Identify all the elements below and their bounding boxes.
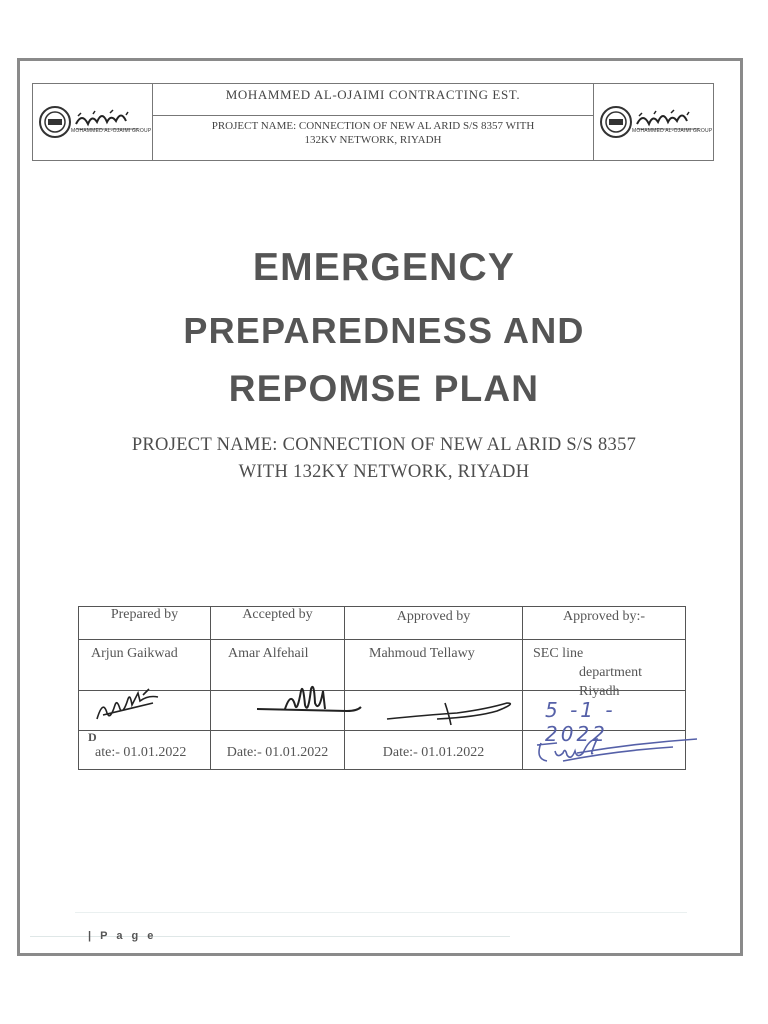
handwritten-date-cell bbox=[523, 691, 685, 746]
company-logo-icon bbox=[599, 102, 709, 142]
logo-caption: MOHAMMED AL-OJAIMI GROUP bbox=[71, 128, 152, 134]
header-prepared-by: Prepared by bbox=[79, 607, 211, 640]
company-logo-left bbox=[33, 84, 153, 160]
company-name: MOHAMMED AL-OJAIMI CONTRACTING EST. bbox=[153, 84, 593, 116]
header-approved-by-sec: Approved by:- bbox=[523, 607, 685, 640]
signature-sec bbox=[533, 733, 703, 769]
title-line-1: EMERGENCY bbox=[252, 246, 516, 289]
signature-approved bbox=[385, 695, 515, 731]
date-accepted: Date:- 01.01.2022 bbox=[211, 731, 345, 769]
title-line-3: REPOMSE PLAN bbox=[228, 368, 540, 409]
header-accepted-by: Accepted by bbox=[211, 607, 345, 640]
signature-prepared bbox=[93, 685, 173, 725]
page-label: | P a g e bbox=[88, 930, 157, 942]
title-line-2: PREPAREDNESS AND bbox=[183, 310, 585, 351]
header-project-name: PROJECT NAME: CONNECTION OF NEW AL ARID S/S 8357 WITH 132KV NETWORK, RIYADH bbox=[211, 120, 535, 146]
header-approved-by: Approved by bbox=[345, 607, 523, 640]
company-logo-icon bbox=[38, 102, 148, 142]
project-subtitle: PROJECT NAME: CONNECTION OF NEW AL ARID S/S 8357 WITH 132KY NETWORK, RIYADH bbox=[131, 435, 637, 482]
name-approved: Mahmoud Tellawy bbox=[345, 640, 523, 691]
footer-divider bbox=[75, 912, 687, 913]
signature-sec-cell bbox=[523, 731, 685, 769]
signature-prepared-cell bbox=[79, 691, 211, 731]
name-prepared: Arjun Gaikwad bbox=[79, 640, 211, 691]
company-logo-right bbox=[593, 84, 713, 160]
name-sec: SEC line department Riyadh bbox=[523, 640, 685, 691]
handwritten-date: 5 -1 - 2022 bbox=[545, 698, 616, 746]
date-prepared: D ate:- 01.01.2022 bbox=[79, 731, 211, 769]
approval-table bbox=[78, 606, 686, 770]
date-approved: Date:- 01.01.2022 bbox=[345, 731, 523, 769]
page-frame bbox=[17, 58, 743, 956]
logo-caption: MOHAMMED AL-OJAIMI GROUP bbox=[632, 128, 713, 134]
name-accepted: Amar Alfehail bbox=[211, 640, 345, 691]
signature-approved-cell bbox=[345, 691, 523, 731]
document-header bbox=[32, 83, 714, 161]
signature-accepted-cell bbox=[211, 691, 345, 731]
